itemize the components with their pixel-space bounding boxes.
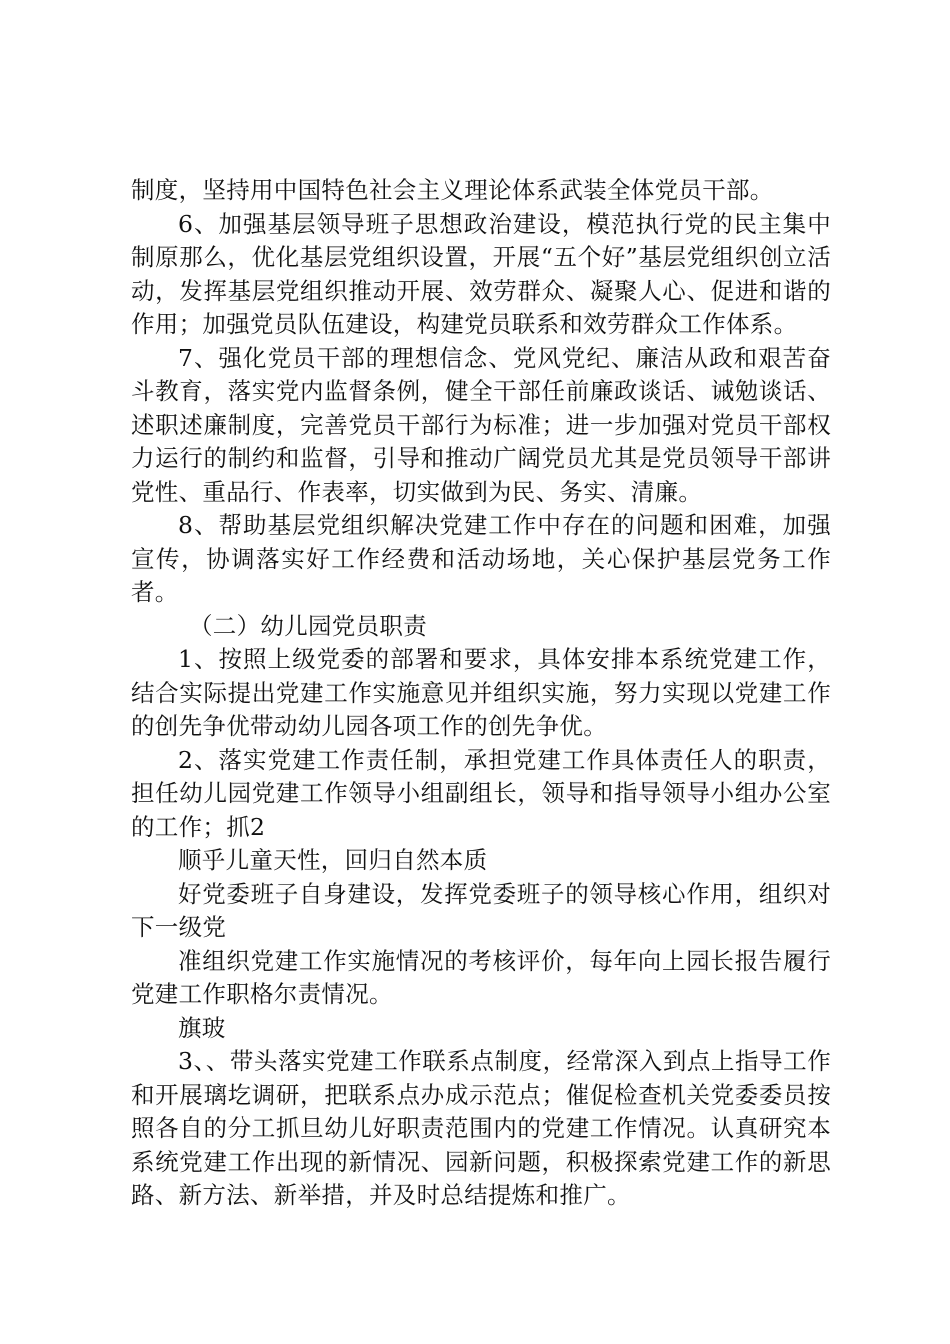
page-footer-text: 顺乎儿童天性，回归自然本质 xyxy=(178,846,488,874)
paragraph-item-8: 8、帮助基层党组织解决党建工作中存在的问题和困难，加强宣传，协调落实好工作经费和活动场地，关心保护基层党务工作者。 xyxy=(131,511,831,606)
paragraph-continuation: 制度，坚持用中国特色社会主义理论体系武装全体党员干部。 xyxy=(131,176,774,204)
document-body xyxy=(131,174,831,1213)
paragraph-item-7: 7、强化党员干部的理想信念、党风党纪、廉洁从政和艰苦奋斗教育，落实党内监督条例，健全干部任前廉政谈话、诫勉谈话、述职述廉制度，完善党员干部行为标准；进一步加强对党员干部权力运行的制约和监督，引导和推动广阔党员尤其是党员领导干部讲党性、重品行、作表率，切实做到为民、务实、清廉。 xyxy=(131,343,831,506)
paragraph-item-2: 2、落实党建工作责任制，承担党建工作具体责任人的职责，担任幼儿园党建工作领导小组副组长，领导和指导领导小组办公室的工作；抓2 xyxy=(131,745,831,841)
paragraph-fragment-3: 旗玻 xyxy=(178,1013,226,1042)
paragraph-item-6: 6、加强基层领导班子思想政治建设，模范执行党的民主集中制原那么，优化基层党组织设置，开展“五个好”基层党组织创立活动，发挥基层党组织推动开展、效劳群众、凝聚人心、促进和谐的作用；加强党员队伍建设，构建党员联系和效劳群众工作体系。 xyxy=(131,209,831,338)
paragraph-fragment-1: 好党委班子自身建设，发挥党委班子的领导核心作用，组织对下一级党 xyxy=(131,879,831,941)
section-heading: （二）幼儿园党员职责 xyxy=(189,611,427,640)
paragraph-item-3: 3、、带头落实党建工作联系点制度，经常深入到点上指导工作和开展璃圪调研，把联系点办成示范点；催促检查机关党委委员按照各自的分工抓旦幼儿好职责范围内的党建工作情况。认真研究本系统党建工作出现的新情况、园新问题，积极探索党建工作的新思路、新方法、新举措，并及时总结提炼和推广。 xyxy=(131,1047,831,1209)
paragraph-item-1: 1、按照上级党委的部署和要求，具体安排本系统党建工作，结合实际提出党建工作实施意见并组织实施，努力实现以党建工作的创先争优带动幼儿园各项工作的创先争优。 xyxy=(131,645,831,740)
paragraph-fragment-2: 准组织党建工作实施情况的考核评价，每年向上园长报告履行党建工作职格尔责情况。 xyxy=(131,946,831,1008)
